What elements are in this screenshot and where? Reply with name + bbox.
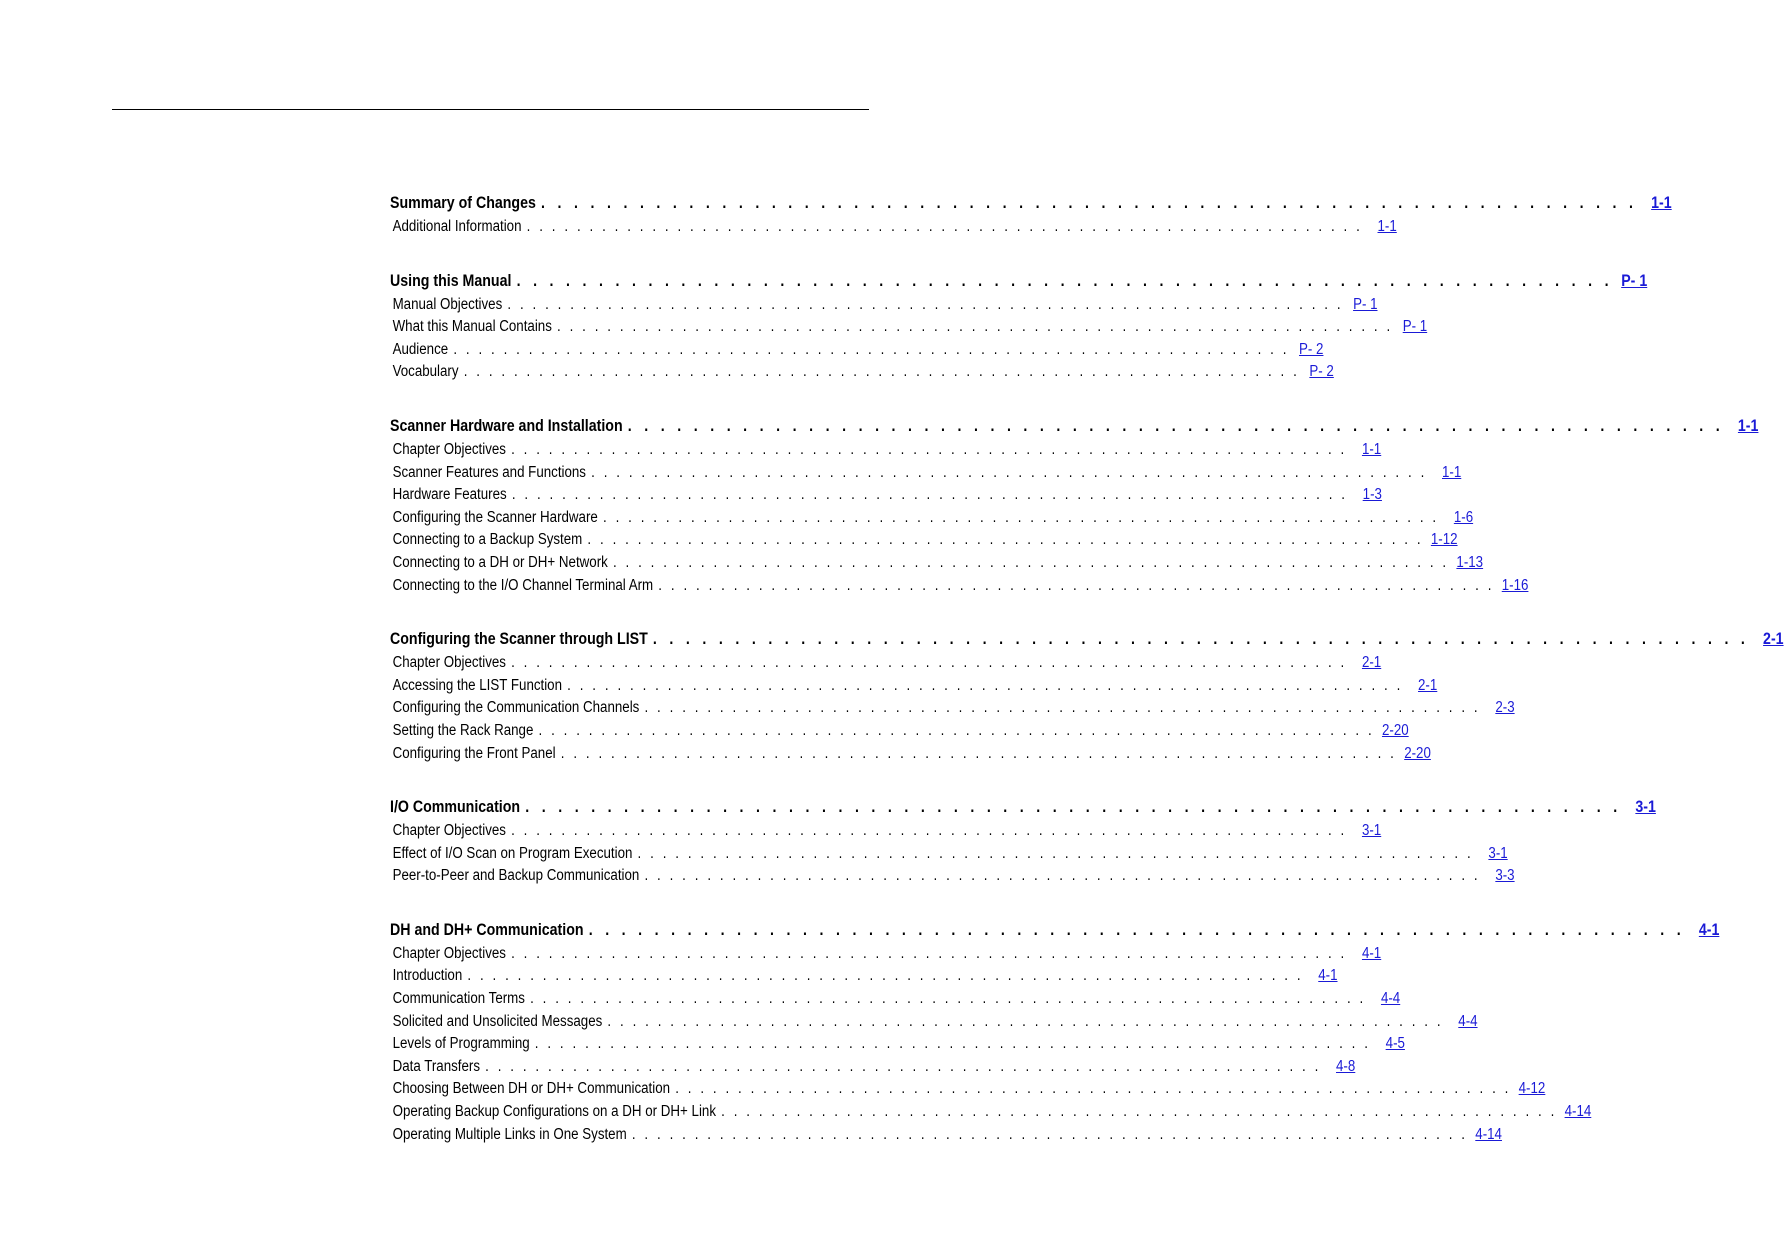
entry-title: Choosing Between DH or DH+ Communication (392, 1080, 671, 1098)
section-page-link[interactable]: 4-1 (1698, 920, 1720, 939)
section-page-link[interactable]: 3-1 (1635, 798, 1656, 817)
dot-leader: . . . . . . . . . . . . . . . . . . . . . . . . . . . . . . . . . . . . . . . . . . . . . . . . . . . . . . . . . . . . . . . . . . . (530, 990, 1366, 1008)
section-page-link[interactable]: 2-1 (1763, 630, 1784, 649)
dot-leader: . . . . . . . . . . . . . . . . . . . . . . . . . . . . . . . . . . . . . . . . . . . . . . . . . . . . . . . . . . . . . . . . . . . (511, 440, 1347, 458)
toc-entry (390, 676, 1438, 700)
section-title: Scanner Hardware and Installation (390, 416, 623, 435)
toc-entry (390, 967, 1338, 990)
toc-entry (390, 440, 1382, 464)
toc-entry (390, 654, 1382, 677)
dot-leader: . . . . . . . . . . . . . . . . . . . . . . . . . . . . . . . . . . . . . . . . . . . . . . . . . . . . . . . . . . . . . . . . . . . (658, 576, 1495, 594)
dot-leader: . . . . . . . . . . . . . . . . . . . . . . . . . . . . . . . . . . . . . . . . . . . . . . . . . . . . . . . . . . . . . . . . . . . (721, 1103, 1557, 1121)
entry-page-link[interactable]: P- 2 (1309, 363, 1334, 381)
entry-title: Hardware Features (392, 486, 507, 504)
header-rule (112, 109, 869, 110)
dot-leader: . . . . . . . . . . . . . . . . . . . . . . . . . . . . . . . . . . . . . . . . . . . . . . . . . . . . . . . . . . . . . . . . . . . (627, 416, 1725, 435)
section-title: I/O Communication (390, 798, 521, 817)
entry-page-link[interactable]: 3-3 (1495, 867, 1515, 885)
toc-entry (390, 531, 1458, 554)
toc-entry (390, 318, 1428, 341)
dot-leader: . . . . . . . . . . . . . . . . . . . . . . . . . . . . . . . . . . . . . . . . . . . . . . . . . . . . . . . . . . . . . . . . . . . (644, 699, 1481, 717)
dot-leader: . . . . . . . . . . . . . . . . . . . . . . . . . . . . . . . . . . . . . . . . . . . . . . . . . . . . . . . . . . . . . . . . . . . (538, 721, 1375, 739)
dot-leader: . . . . . . . . . . . . . . . . . . . . . . . . . . . . . . . . . . . . . . . . . . . . . . . . . . . . . . . . . . . . . . . . . . . (588, 920, 1685, 939)
dot-leader: . . . . . . . . . . . . . . . . . . . . . . . . . . . . . . . . . . . . . . . . . . . . . . . . . . . . . . . . . . . . . . . . . . . (453, 340, 1290, 358)
section-heading (390, 625, 1784, 654)
section-heading (390, 412, 1759, 441)
dot-leader: . . . . . . . . . . . . . . . . . . . . . . . . . . . . . . . . . . . . . . . . . . . . . . . . . . . . . . . . . . . . . . . . . . . (560, 744, 1397, 762)
entry-page-link[interactable]: 2-1 (1418, 676, 1438, 694)
dot-leader: . . . . . . . . . . . . . . . . . . . . . . . . . . . . . . . . . . . . . . . . . . . . . . . . . . . . . . . . . . . . . . . . . . . (675, 1080, 1511, 1098)
entry-title: Chapter Objectives (392, 440, 506, 458)
entry-page-link[interactable]: 1-1 (1361, 440, 1382, 458)
toc-entry (390, 822, 1382, 845)
toc-section (390, 625, 1784, 767)
entry-title: Connecting to the I/O Channel Terminal Arm (392, 576, 654, 594)
entry-page-link[interactable]: 2-20 (1404, 744, 1431, 762)
entry-title: Scanner Features and Functions (392, 463, 586, 481)
dot-leader: . . . . . . . . . . . . . . . . . . . . . . . . . . . . . . . . . . . . . . . . . . . . . . . . . . . . . . . . . . . . . . . . . . . (612, 553, 1449, 571)
dot-leader: . . . . . . . . . . . . . . . . . . . . . . . . . . . . . . . . . . . . . . . . . . . . . . . . . . . . . . . . . . . . . . . . . . . (637, 844, 1474, 862)
entry-title: Communication Terms (392, 990, 525, 1008)
entry-title: Levels of Programming (392, 1035, 530, 1053)
toc-entry (390, 463, 1462, 487)
entry-page-link[interactable]: 1-1 (1377, 218, 1397, 235)
toc-entry (390, 1103, 1592, 1126)
entry-title: Connecting to a Backup System (392, 531, 583, 549)
section-heading (390, 793, 1656, 822)
toc-entry (390, 1012, 1478, 1036)
toc-entry (390, 867, 1515, 890)
section-title: Using this Manual (390, 271, 512, 290)
toc-entry (390, 508, 1474, 532)
entry-title: Peer-to-Peer and Backup Communication (392, 867, 640, 885)
entry-page-link[interactable]: 2-3 (1495, 699, 1515, 717)
section-title: DH and DH+ Communication (390, 920, 584, 939)
dot-leader: . . . . . . . . . . . . . . . . . . . . . . . . . . . . . . . . . . . . . . . . . . . . . . . . . . . . . . . . . . . . . . . . . . . (485, 1057, 1321, 1075)
toc-entry (390, 1080, 1546, 1103)
entry-page-link[interactable]: 3-1 (1488, 844, 1508, 862)
section-heading (390, 916, 1720, 945)
toc-entry (390, 844, 1508, 868)
toc-entry (390, 363, 1334, 386)
entry-title: Chapter Objectives (392, 654, 506, 672)
section-heading (390, 267, 1648, 296)
section-page-link[interactable]: 1-1 (1737, 416, 1759, 435)
entry-page-link[interactable]: 2-20 (1381, 721, 1409, 739)
dot-leader: . . . . . . . . . . . . . . . . . . . . . . . . . . . . . . . . . . . . . . . . . . . . . . . . . . . . . . . . . . . . . . . . . . . (631, 1125, 1468, 1143)
entry-page-link[interactable]: 1-1 (1441, 463, 1462, 481)
toc-entry (390, 990, 1401, 1013)
toc-entry (390, 699, 1515, 722)
dot-leader: . . . . . . . . . . . . . . . . . . . . . . . . . . . . . . . . . . . . . . . . . . . . . . . . . . . . . . . . . . . . . . . . . . . (591, 463, 1427, 481)
entry-title: Operating Backup Configurations on a DH or DH+ Link (392, 1103, 717, 1121)
entry-title: What this Manual Contains (392, 318, 552, 336)
toc-entry (390, 744, 1431, 768)
entry-title: Chapter Objectives (392, 944, 506, 962)
entry-page-link[interactable]: 2-1 (1361, 654, 1382, 672)
entry-page-link[interactable]: 4-14 (1564, 1103, 1592, 1121)
entry-page-link[interactable]: 4-4 (1458, 1012, 1478, 1030)
entry-page-link[interactable]: P- 1 (1353, 295, 1378, 313)
entry-page-link[interactable]: 3-1 (1361, 822, 1382, 840)
toc-section (390, 793, 1656, 890)
entry-title: Audience (392, 340, 449, 358)
entry-title: Setting the Rack Range (392, 721, 534, 739)
entry-page-link[interactable]: 4-5 (1385, 1035, 1405, 1053)
entry-page-link[interactable]: 4-8 (1336, 1057, 1356, 1075)
toc-section (390, 189, 1672, 241)
toc-entry (390, 218, 1397, 241)
dot-leader: . . . . . . . . . . . . . . . . . . . . . . . . . . . . . . . . . . . . . . . . . . . . . . . . . . . . . . . . . . . . . . . . . . . (511, 822, 1347, 840)
dot-leader: . . . . . . . . . . . . . . . . . . . . . . . . . . . . . . . . . . . . . . . . . . . . . . . . . . . . . . . . . . . . . . . . . . . (607, 1012, 1444, 1030)
toc-entry (390, 486, 1382, 509)
dot-leader: . . . . . . . . . . . . . . . . . . . . . . . . . . . . . . . . . . . . . . . . . . . . . . . . . . . . . . . . . . . . . . . . . . . (511, 944, 1347, 962)
entry-title: Manual Objectives (392, 295, 503, 313)
entry-title: Chapter Objectives (392, 822, 506, 840)
entry-page-link[interactable]: P- 2 (1298, 340, 1324, 358)
section-heading (390, 189, 1672, 218)
toc-entry (390, 295, 1378, 319)
dot-leader: . . . . . . . . . . . . . . . . . . . . . . . . . . . . . . . . . . . . . . . . . . . . . . . . . . . . . . . . . . . . . . . . . . . (602, 508, 1439, 526)
entry-title: Vocabulary (392, 363, 459, 381)
dot-leader: . . . . . . . . . . . . . . . . . . . . . . . . . . . . . . . . . . . . . . . . . . . . . . . . . . . . . . . . . . . . . . . . . . . (507, 295, 1344, 313)
toc-entry (390, 1125, 1502, 1149)
dot-leader: . . . . . . . . . . . . . . . . . . . . . . . . . . . . . . . . . . . . . . . . . . . . . . . . . . . . . . . . . . . . . . . . . . . (567, 676, 1403, 694)
section-title: Summary of Changes (390, 194, 536, 212)
toc-section (390, 916, 1720, 1148)
entry-title: Configuring the Scanner Hardware (392, 508, 598, 526)
entry-page-link[interactable]: 4-4 (1380, 990, 1401, 1008)
entry-page-link[interactable]: 4-14 (1475, 1125, 1502, 1143)
toc-entry (390, 576, 1529, 600)
section-title: Configuring the Scanner through LIST (390, 630, 648, 649)
dot-leader: . . . . . . . . . . . . . . . . . . . . . . . . . . . . . . . . . . . . . . . . . . . . . . . . . . . . . . . . . . . . . . . . . . . (511, 654, 1347, 672)
entry-page-link[interactable]: 1-12 (1430, 531, 1458, 549)
toc-section (390, 267, 1648, 386)
toc-section (390, 412, 1759, 599)
toc-entry (390, 1035, 1405, 1058)
entry-title: Data Transfers (392, 1057, 481, 1075)
dot-leader: . . . . . . . . . . . . . . . . . . . . . . . . . . . . . . . . . . . . . . . . . . . . . . . . . . . . . . . . . . . . . . . . . . . (511, 486, 1348, 504)
entry-title: Operating Multiple Links in One System (392, 1125, 627, 1143)
entry-page-link[interactable]: 1-13 (1456, 553, 1484, 571)
entry-title: Configuring the Communication Channels (392, 699, 640, 717)
entry-page-link[interactable]: 4-1 (1361, 944, 1382, 962)
entry-page-link[interactable]: 1-16 (1501, 576, 1529, 594)
table-of-contents (390, 189, 1784, 1174)
entry-title: Introduction (392, 967, 463, 985)
dot-leader: . . . . . . . . . . . . . . . . . . . . . . . . . . . . . . . . . . . . . . . . . . . . . . . . . . . . . . . . . . . . . . . . . . . (463, 363, 1300, 381)
toc-entry (390, 553, 1484, 577)
entry-page-link[interactable]: P- 1 (1402, 318, 1428, 336)
dot-leader: . . . . . . . . . . . . . . . . . . . . . . . . . . . . . . . . . . . . . . . . . . . . . . . . . . . . . . . . . . . . . . . . . . . (516, 271, 1613, 290)
entry-title: Solicited and Unsolicited Messages (392, 1012, 603, 1030)
dot-leader: . . . . . . . . . . . . . . . . . . . . . . . . . . . . . . . . . . . . . . . . . . . . . . . . . . . . . . . . . . . . . . . . . . . (467, 967, 1304, 985)
entry-title: Effect of I/O Scan on Program Execution (392, 844, 633, 862)
dot-leader: . . . . . . . . . . . . . . . . . . . . . . . . . . . . . . . . . . . . . . . . . . . . . . . . . . . . . . . . . . . . . . . . . . . (587, 531, 1424, 549)
toc-entry (390, 340, 1324, 364)
toc-entry (390, 944, 1382, 968)
dot-leader: . . . . . . . . . . . . . . . . . . . . . . . . . . . . . . . . . . . . . . . . . . . . . . . . . . . . . . . . . . . . . . . . . . . (526, 218, 1363, 235)
entry-title: Connecting to a DH or DH+ Network (392, 553, 608, 571)
entry-page-link[interactable]: 4-1 (1318, 967, 1338, 985)
toc-entry (390, 1057, 1356, 1081)
section-page-link[interactable]: P- 1 (1621, 271, 1648, 290)
entry-page-link[interactable]: 1-6 (1453, 508, 1474, 526)
section-page-link[interactable]: 1-1 (1651, 194, 1672, 212)
entry-title: Configuring the Front Panel (392, 744, 556, 762)
entry-page-link[interactable]: 1-3 (1362, 486, 1382, 504)
toc-entry (390, 721, 1409, 745)
dot-leader: . . . . . . . . . . . . . . . . . . . . . . . . . . . . . . . . . . . . . . . . . . . . . . . . . . . . . . . . . . . . . . . . . . . (525, 798, 1622, 817)
dot-leader: . . . . . . . . . . . . . . . . . . . . . . . . . . . . . . . . . . . . . . . . . . . . . . . . . . . . . . . . . . . . . . . . . . . (541, 194, 1638, 212)
dot-leader: . . . . . . . . . . . . . . . . . . . . . . . . . . . . . . . . . . . . . . . . . . . . . . . . . . . . . . . . . . . . . . . . . . . (652, 630, 1750, 649)
entry-title: Accessing the LIST Function (392, 676, 563, 694)
dot-leader: . . . . . . . . . . . . . . . . . . . . . . . . . . . . . . . . . . . . . . . . . . . . . . . . . . . . . . . . . . . . . . . . . . . (557, 318, 1393, 336)
entry-page-link[interactable]: 4-12 (1518, 1080, 1546, 1098)
dot-leader: . . . . . . . . . . . . . . . . . . . . . . . . . . . . . . . . . . . . . . . . . . . . . . . . . . . . . . . . . . . . . . . . . . . (534, 1035, 1371, 1053)
entry-title: Additional Information (392, 218, 522, 235)
dot-leader: . . . . . . . . . . . . . . . . . . . . . . . . . . . . . . . . . . . . . . . . . . . . . . . . . . . . . . . . . . . . . . . . . . . (644, 867, 1481, 885)
